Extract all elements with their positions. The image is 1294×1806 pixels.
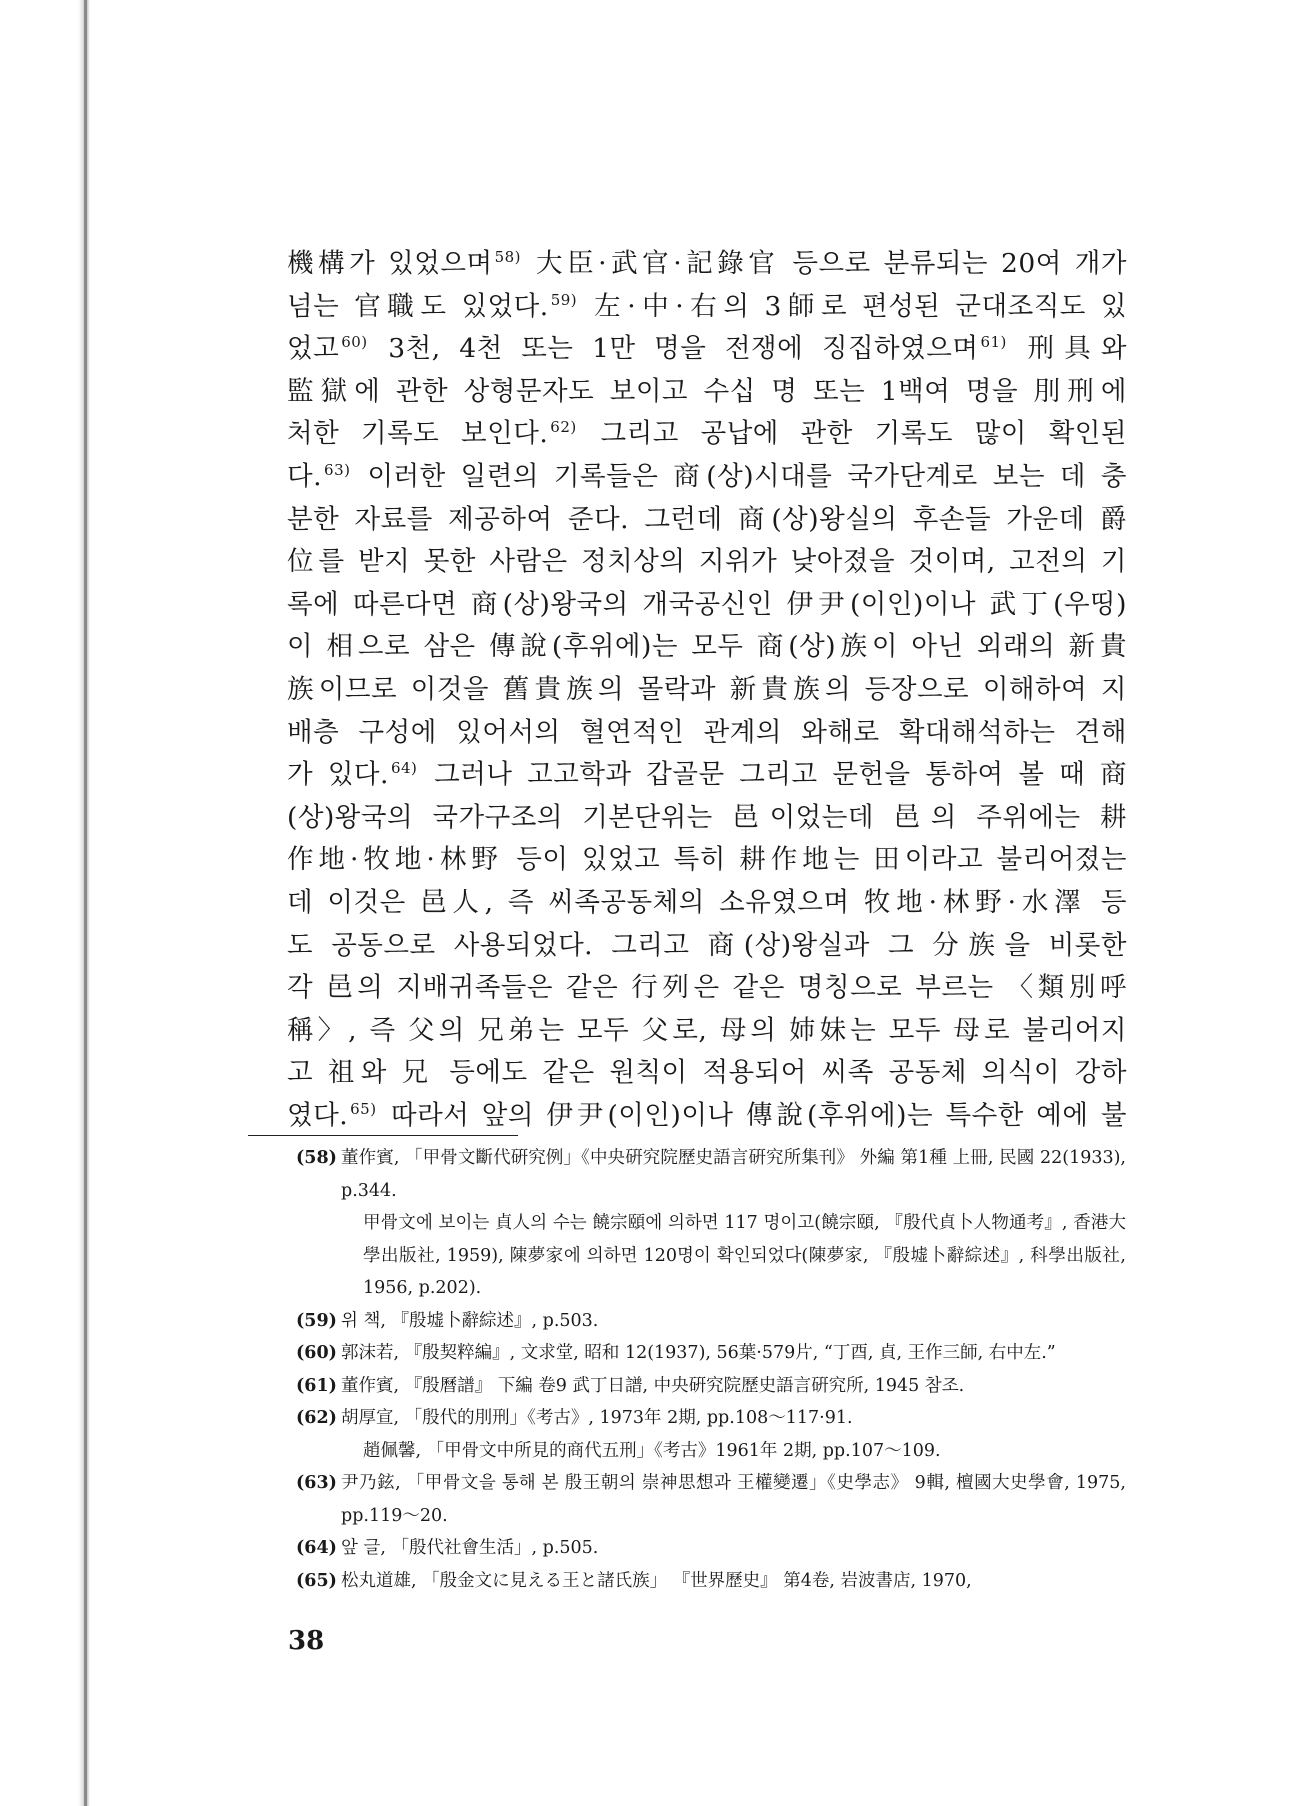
footnote-58-continuation (296, 1207, 1126, 1305)
footnote-text: 董作賓, 『殷曆譜』 下編 卷9 武丁日譜, 中央硏究院歷史語言硏究所, 1945 참조. (341, 1375, 965, 1396)
footnote-63 (296, 1467, 1126, 1532)
footnotes-section (296, 1142, 1126, 1597)
body-line-21: 였다. $^{65)}$ 따라서 앞의 伊尹(이인)이나 傳說(후위에)는 특수한 예에 불 (287, 1099, 1127, 1131)
footnote-61 (296, 1370, 1126, 1403)
body-line-16: 데 이것은 邑人, 즉 씨족공동체의 소유였으며 牧地·林野·水澤 등 (287, 886, 1127, 918)
body-line-6: 다. $^{63)}$ 이러한 일련의 기록들은 商(상)시대를 국가단계로 보는 데 충 (287, 460, 1127, 492)
body-line-18: 각 邑의 지배귀족들은 같은 行列은 같은 명칭으로 부르는 〈類別呼 (287, 972, 1127, 1004)
footnote-separator-rule (248, 1135, 518, 1136)
body-line-9: 록에 따른다면 商(상)왕국의 개국공신인 伊尹(이인)이나 武丁(우띵) (287, 588, 1127, 620)
body-line-20: 고 祖와 兄 등에도 같은 원칙이 적용되어 씨족 공동체 의식이 강하 (287, 1057, 1127, 1089)
main-body-text (287, 243, 1127, 1137)
footnote-ref-64[interactable]: 64) (390, 759, 418, 778)
footnote-ref-58[interactable]: 58) (494, 248, 522, 266)
body-line-11: 族이므로 이것을 舊貴族의 몰락과 新貴族의 등장으로 이해하여 지 (287, 673, 1127, 705)
footnote-number: (64) (296, 1538, 337, 1558)
body-line-10: 이 相으로 삼은 傳說(후위에)는 모두 商(상)族이 아닌 외래의 新貴 (287, 631, 1127, 663)
footnote-59 (296, 1305, 1126, 1338)
body-line-2: 넘는 官職도 있었다. $^{59)}$ 左·中·右의 3師로 편성된 군대조직도 있 (287, 290, 1127, 322)
footnote-number: (62) (296, 1408, 337, 1428)
body-line-19: 稱〉, 즉 父의 兄弟는 모두 父로, 母의 姉妹는 모두 母로 불리어지 (287, 1014, 1127, 1046)
body-line-7: 분한 자료를 제공하여 준다. 그런데 商(상)왕실의 후손들 가운데 爵 (287, 503, 1127, 535)
body-line-13: 가 있다. $^{64)}$ 그러나 고고학과 갑골문 그리고 문헌을 통하여 볼 때 商 (287, 759, 1127, 791)
footnote-62 (296, 1402, 1126, 1435)
footnote-62-continuation (296, 1435, 1126, 1468)
footnote-text: 尹乃鉉, 「甲骨文을 통해 본 殷王朝의 崇神思想과 王權變遷」《史學志》 9輯, 檀國大史學會, 1975, pp.119～20. (341, 1473, 1126, 1526)
body-line-8: 位를 받지 못한 사람은 정치상의 지위가 낮아졌을 것이며, 고전의 기 (287, 546, 1127, 578)
footnote-ref-61[interactable]: 61) (980, 333, 1007, 352)
footnote-text: 郭沫若, 『殷契粹編』, 文求堂, 昭和 12(1937), 56葉·579片, “丁酉, 貞, 王作三師, 右中左.” (341, 1343, 1056, 1363)
body-line-12: 배층 구성에 있어서의 혈연적인 관계의 와해로 확대해석하는 견해 (287, 716, 1127, 748)
footnote-number: (58) (296, 1148, 337, 1168)
footnote-text: 趙佩馨, 「甲骨文中所見的商代五刑」《考古》1961年 2期, pp.107～109. (363, 1440, 941, 1461)
footnote-text: 胡厚宣, 「殷代的刖刑」《考古》, 1973年 2期, pp.108～117·91. (341, 1408, 853, 1428)
body-line-15: 作地·牧地·林野 등이 있었고 특히 耕作地는 田이라고 불리어졌는 (287, 844, 1127, 876)
footnote-text: 앞 글, 「殷代社會生活」, p.505. (341, 1538, 599, 1558)
footnote-ref-59[interactable]: 59) (550, 290, 578, 309)
body-line-1: 機構가 있었으며 $^{58)}$ 大臣·武官·記錄官 등으로 분류되는 20여 개가 (287, 248, 1127, 279)
footnote-ref-65[interactable]: 65) (350, 1099, 377, 1118)
book-spine-edge (0, 0, 90, 1806)
footnote-number: (60) (296, 1343, 337, 1363)
body-line-14: (상)왕국의 국가구조의 기본단위는 邑이었는데 邑의 주위에는 耕 (287, 801, 1127, 833)
footnote-number: (65) (296, 1570, 337, 1591)
page-edge-shadow (84, 0, 87, 1806)
footnote-ref-62[interactable]: 62) (550, 418, 577, 437)
footnote-text: 위 책, 『殷墟卜辭綜述』, p.503. (341, 1310, 599, 1331)
footnote-65 (296, 1565, 1126, 1598)
footnote-58 (296, 1142, 1126, 1207)
body-line-17: 도 공동으로 사용되었다. 그리고 商(상)왕실과 그 分族을 비롯한 (287, 929, 1127, 961)
page-number: 38 (288, 1626, 325, 1656)
body-line-4: 監獄에 관한 상형문자도 보이고 수십 명 또는 1백여 명을 刖刑에 (287, 375, 1127, 407)
footnote-64 (296, 1532, 1126, 1565)
footnote-ref-63[interactable]: 63) (324, 460, 351, 479)
footnote-number: (63) (296, 1473, 337, 1493)
footnote-60 (296, 1337, 1126, 1370)
footnote-text: 甲骨文에 보이는 貞人의 수는 饒宗頤에 의하면 117 명이고(饒宗頤, 『殷代貞卜人物通考』, 香港大學出版社, 1959), 陳夢家에 의하면 120명이 확인되었다(陳夢家, 『殷墟卜辭綜述』, 科學出版社, 1956, p.202). (363, 1213, 1126, 1298)
footnote-text: 松丸道雄, 「殷金文に見える王と諸氏族」 『世界歷史』 第4卷, 岩波書店, 1970, (341, 1570, 972, 1591)
footnote-number: (59) (296, 1310, 337, 1331)
body-line-5: 처한 기록도 보인다. $^{62)}$ 그리고 공납에 관한 기록도 많이 확인된 (287, 418, 1127, 450)
footnote-ref-60[interactable]: 60) (341, 333, 368, 352)
footnote-text: 董作賓, 「甲骨文斷代硏究例」《中央硏究院歷史語言硏究所集刊》 外編 第1種 上冊, 民國 22(1933), p.344. (341, 1148, 1126, 1201)
body-line-3: 었고 $^{60)}$ 3천, 4천 또는 1만 명을 전쟁에 징집하였으며 $^{61)}$ 刑具와 (287, 333, 1127, 365)
footnote-number: (61) (296, 1375, 337, 1396)
